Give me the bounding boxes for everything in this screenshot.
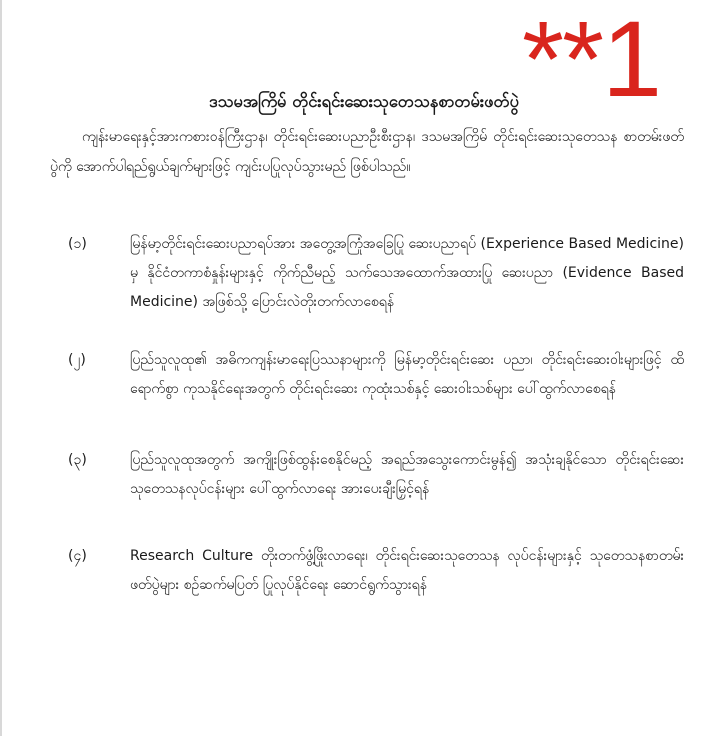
list-item [68, 446, 684, 504]
red-asterisk-mark: **1 [522, 0, 661, 119]
list-item-text: ပြည်သူလူထုအတွက် အကျိုးဖြစ်ထွန်းစေနိုင်မည့် အရည်အသွေးကောင်းမွန်၍ အသုံးချနိုင်သော တိုင်းရင်းဆေးသုတေသနလုပ်ငန်းများ ပေါ်ထွက်လာရေး အားပေးချီးမြှင့်ရန် [130, 452, 684, 497]
list-item-number: (၁) [68, 236, 87, 252]
list-item-text: မြန်မာ့တိုင်းရင်းဆေးပညာရပ်အား အတွေ့အကြုံအခြေပြု ဆေးပညာရပ် (Experience Based Medicine) မှ နိုင်ငံတကာစံနှုန်းများနှင့် ကိုက်ညီမည့် သက်သေအထောက်အထားပြု ဆေးပညာ (Evidence Based Medicine) အဖြစ်သို့ ပြောင်းလဲတိုးတက်လာစေရန် [130, 236, 684, 310]
list-item-number: (၄) [68, 548, 87, 564]
list-item-number: (၂) [68, 352, 86, 368]
page-left-border [0, 0, 2, 736]
list-item-number: (၃) [68, 452, 87, 468]
list-item-text: Research Culture တိုးတက်ဖွံ့ဖြိုးလာရေး၊ တိုင်းရင်းဆေးသုတေသန လုပ်ငန်းများနှင့် သုတေသနစာတမ်းဖတ်ပွဲများ စဉ်ဆက်မပြတ် ပြုလုပ်နိုင်ရေး ဆောင်ရွက်သွားရန် [130, 548, 684, 593]
list-item [68, 230, 684, 317]
document-title: ဒသမအကြိမ် တိုင်းရင်းဆေးသုတေသနစာတမ်းဖတ်ပွဲ [208, 92, 519, 111]
list-item [68, 542, 684, 600]
list-item [68, 346, 684, 404]
list-item-text: ပြည်သူလူထု၏ အဓိကကျန်းမာရေးပြဿနာများကို မြန်မာ့တိုင်းရင်းဆေး ပညာ၊ တိုင်းရင်းဆေးဝါးများဖြင့် ထိရောက်စွာ ကုသနိုင်ရေးအတွက် တိုင်းရင်းဆေး ကုထုံးသစ်နှင့် ဆေးဝါးသစ်များ ပေါ်ထွက်လာစေရန် [130, 352, 684, 397]
intro-paragraph: ကျန်းမာရေးနှင့်အားကစားဝန်ကြီးဌာန၊ တိုင်းရင်းဆေးပညာဦးစီးဌာန၊ ဒသမအကြိမ် တိုင်းရင်းဆေးသုတေသန စာတမ်းဖတ်ပွဲကို အောက်ပါရည်ရွယ်ချက်များဖြင့် ကျင်းပပြုလုပ်သွားမည် ဖြစ်ပါသည်။ [50, 129, 684, 175]
